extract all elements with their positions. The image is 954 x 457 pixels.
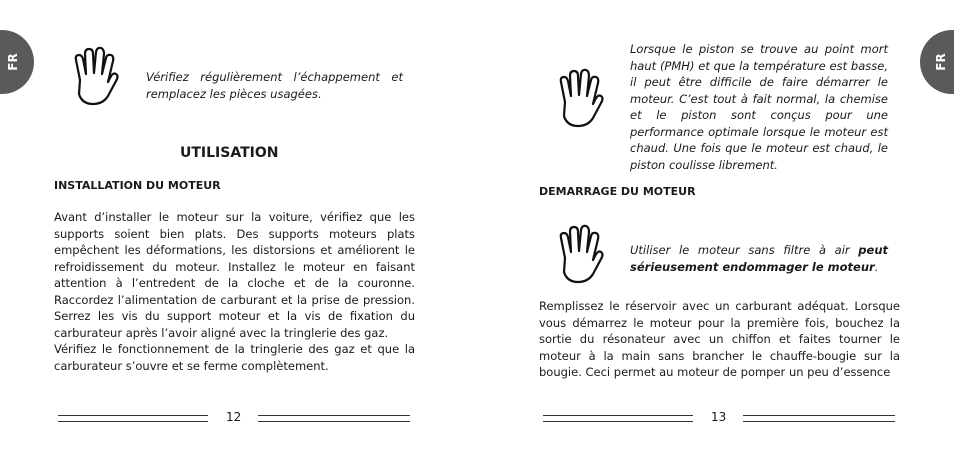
subsection-title-installation: INSTALLATION DU MOTEUR [54,179,221,192]
warning-text-emphasis: peut sérieusement endommager le moteur [630,243,888,274]
language-tab-left [0,30,34,94]
installation-paragraph-1: Avant d’installer le moteur sur la voiture, vérifiez que les supports soient bien plats. Des supports moteurs plats empêchent les déformations, les distorsions et améliorent le refroidissement du moteur. Installez le moteur en faisant attention à l’entredent de la cloche et de la couronne. Raccordez l’alimentation de carburant et la prise de pression. Serrez les vis du support moteur et la vis de fixation du carburateur après l’avoir aligné avec la tringlerie des gaz. [54,210,415,340]
warning-text-exhaust: Vérifiez régulièrement l’échappement et remplacez les pièces usagées. [146,70,403,101]
page-number-left: 12 [226,410,242,424]
page-footer-left [58,410,413,426]
language-tab-label: FR [934,53,948,71]
warning-text-start: Utiliser le moteur sans filtre à air [630,243,859,257]
hand-stop-icon [551,68,605,130]
footer-rule [743,415,895,422]
footer-rule [58,415,208,422]
footer-rule [543,415,693,422]
section-title: UTILISATION [180,145,279,161]
installation-body [54,209,415,374]
page-footer-right [543,410,898,426]
hand-stop-icon [66,46,120,108]
hand-stop-icon [551,224,605,286]
language-tab-label: FR [6,53,20,71]
warning-text-air-filter [630,242,888,275]
subsection-title-demarrage: DEMARRAGE DU MOTEUR [539,185,696,198]
demarrage-body [539,298,900,381]
footer-rule [258,415,410,422]
language-tab-right [920,30,954,94]
demarrage-paragraph: Remplissez le réservoir avec un carburant adéquat. Lorsque vous démarrez le moteur pour la première fois, bouchez la sortie du résonateur avec un chiffon et faites tourner le moteur à la main sans brancher le chauffe-bougie sur la bougie. Ceci permet au moteur de pomper un peu d’essence [539,299,900,379]
warning-text-piston: Lorsque le piston se trouve au point mort haut (PMH) et que la température est basse, il peut être difficile de faire démarrer le moteur. C’est tout à fait normal, la chemise et le piston sont conçus pour une performance optimale lorsque le moteur est chaud. Une fois que le moteur est chaud, le piston coulisse librement. [630,42,888,172]
page-number-right: 13 [711,410,727,424]
warning-text-end: . [874,259,879,274]
installation-paragraph-2: Vérifiez le fonctionnement de la tringlerie des gaz et que la carburateur s’ouvre et se ferme complètement. [54,342,415,373]
